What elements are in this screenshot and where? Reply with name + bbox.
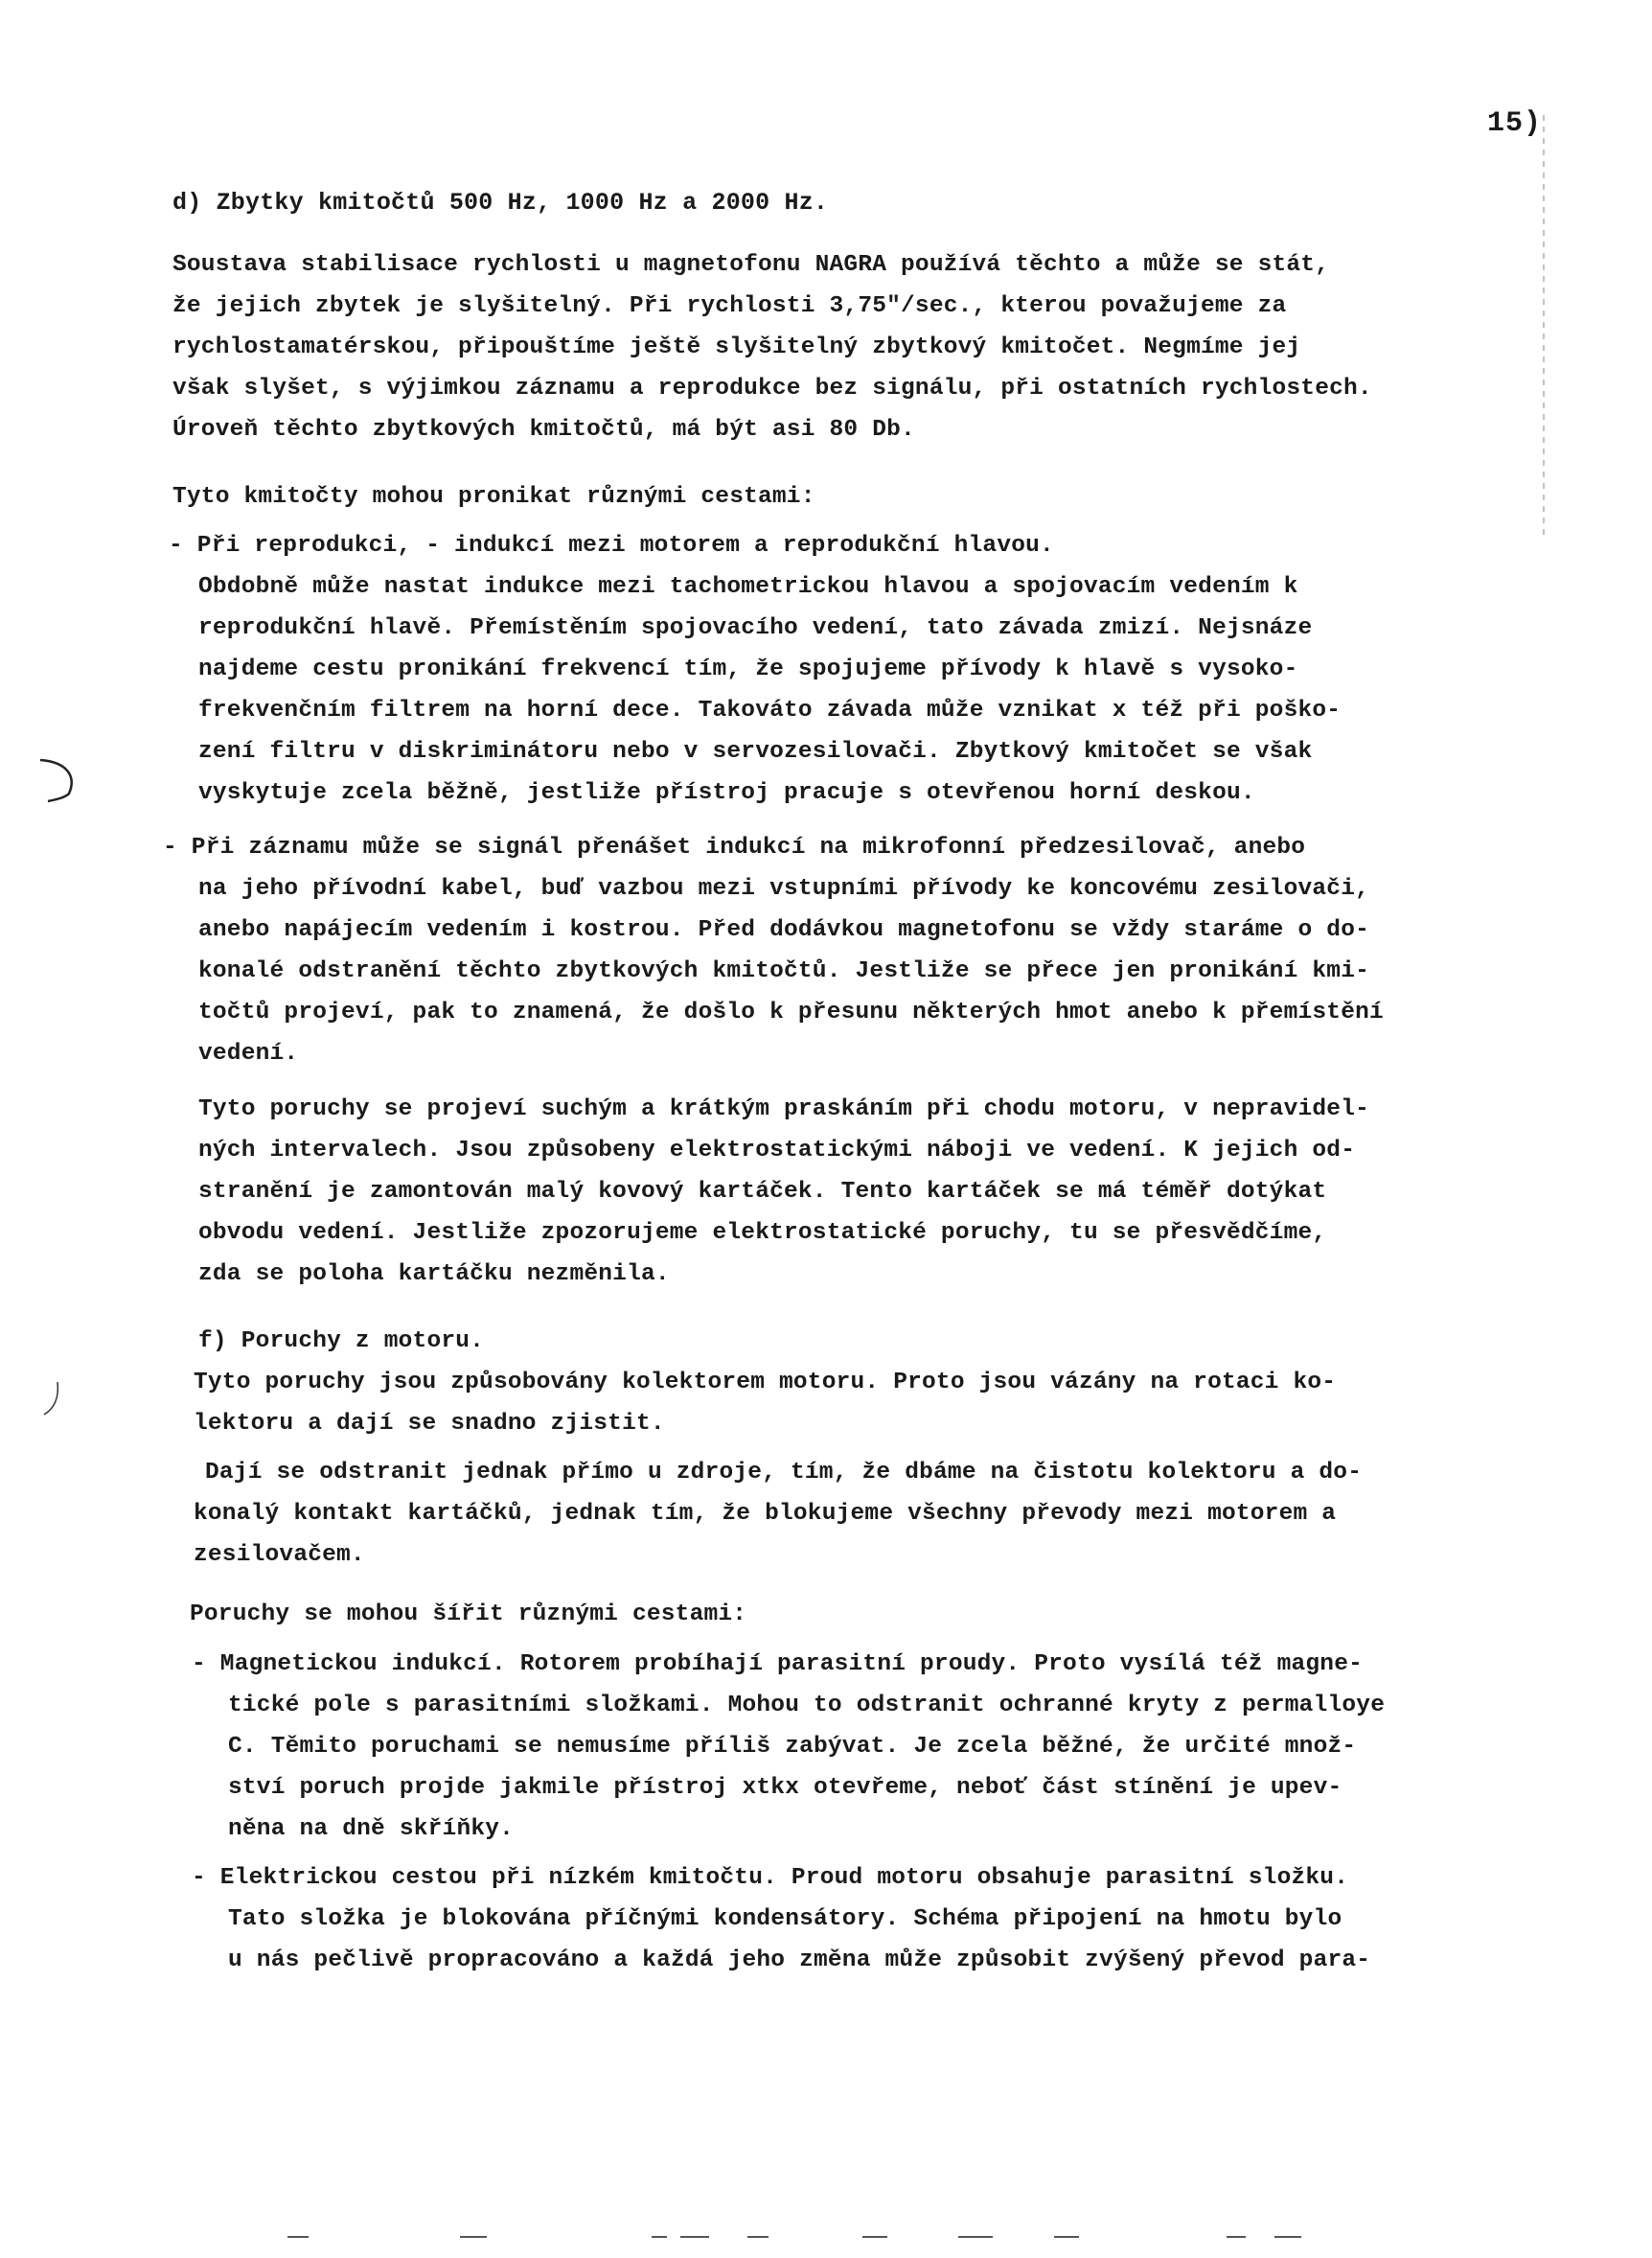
text-line: f) Poruchy z motoru. [198,1328,485,1354]
text-line: Soustava stabilisace rychlosti u magnetofonu NAGRA používá těchto a může se stát, [172,252,1330,278]
margin-curve-mark [38,1380,67,1418]
text-line: že jejich zbytek je slyšitelný. Při rychlosti 3,75"/sec., kterou považujeme za [172,293,1287,319]
text-line: zda se poloha kartáčku nezměnila. [198,1261,670,1287]
bottom-dash [287,2236,309,2238]
bottom-dash [958,2236,993,2238]
text-line: u nás pečlivě propracováno a každá jeho změna může způsobit zvýšený převod para- [228,1947,1371,1973]
text-line: rychlostamatérskou, připouštíme ještě slyšitelný zbytkový kmitočet. Negmíme jej [172,334,1301,360]
scan-edge-artifact [1543,115,1545,537]
text-line: reprodukční hlavě. Přemístěním spojovacího vedení, tato závada zmizí. Nejsnáze [198,615,1313,641]
bottom-dash [680,2236,709,2238]
text-line: však slyšet, s výjimkou záznamu a reprodukce bez signálu, při ostatních rychlostech. [172,376,1372,402]
text-line: točtů projeví, pak to znamená, že došlo k přesunu některých hmot anebo k přemístění [198,1000,1384,1025]
section-heading-d: d) Zbytky kmitočtů 500 Hz, 1000 Hz a 2000 Hz. [172,189,829,217]
text-line: vedení. [198,1041,299,1067]
text-line: stranění je zamontován malý kovový kartáček. Tento kartáček se má téměř dotýkat [198,1179,1327,1205]
text-line: Dají se odstranit jednak přímo u zdroje, tím, že dbáme na čistotu kolektoru a do- [205,1460,1363,1486]
text-line: - Elektrickou cestou při nízkém kmitočtu. Proud motoru obsahuje parasitní složku. [192,1865,1349,1891]
bottom-dash [1054,2236,1079,2238]
text-line: najdeme cestu pronikání frekvencí tím, že spojujeme přívody k hlavě s vysoko- [198,657,1298,682]
text-line: frekvenčním filtrem na horní dece. Takováto závada může vznikat x též při poško- [198,698,1342,724]
text-line: na jeho přívodní kabel, buď vazbou mezi vstupními přívody ke koncovému zesilovači, [198,876,1369,902]
text-line: Poruchy se mohou šířit různými cestami: [190,1601,747,1627]
bottom-dash [747,2236,769,2238]
text-line: vyskytuje zcela běžně, jestliže přístroj pracuje s otevřenou horní deskou. [198,780,1255,806]
text-line: - Při reprodukci, - indukcí mezi motorem a reprodukční hlavou. [169,533,1054,559]
text-line: C. Těmito poruchami se nemusíme příliš zabývat. Je zcela běžné, že určité množ- [228,1734,1357,1760]
text-line: tické pole s parasitními složkami. Mohou to odstranit ochranné kryty z permalloye [228,1693,1386,1718]
text-line: Tato složka je blokována příčnými kondensátory. Schéma připojení na hmotu bylo [228,1906,1342,1932]
bottom-dash [862,2236,887,2238]
bottom-dash [1227,2236,1246,2238]
text-line: - Magnetickou indukcí. Rotorem probíhají parasitní proudy. Proto vysílá též magne- [192,1651,1363,1677]
text-line: ství poruch projde jakmile přístroj xtkx otevřeme, neboť část stínění je upev- [228,1775,1342,1801]
text-line: lektoru a dají se snadno zjistit. [194,1411,665,1437]
text-line: ných intervalech. Jsou způsobeny elektrostatickými náboji ve vedení. K jejich od- [198,1138,1356,1164]
margin-bracket-mark [29,757,86,805]
text-line: konalý kontakt kartáčků, jednak tím, že blokujeme všechny převody mezi motorem a [194,1501,1337,1527]
page-number: 15) [1487,107,1543,140]
text-line: - Při záznamu může se signál přenášet indukcí na mikrofonní předzesilovač, anebo [163,835,1306,861]
text-line: konalé odstranění těchto zbytkových kmitočtů. Jestliže se přece jen pronikání kmi- [198,958,1369,984]
text-line: zesilovačem. [194,1542,365,1568]
bottom-dash [460,2236,487,2238]
text-line: obvodu vedení. Jestliže zpozorujeme elektrostatické poruchy, tu se přesvědčíme, [198,1220,1327,1246]
text-line: anebo napájecím vedením i kostrou. Před dodávkou magnetofonu se vždy staráme o do- [198,917,1369,943]
text-line: něna na dně skříňky. [228,1816,515,1842]
text-line: Tyto poruchy jsou způsobovány kolektorem motoru. Proto jsou vázány na rotaci ko- [194,1370,1337,1395]
bottom-dash [1274,2236,1301,2238]
text-line: Obdobně může nastat indukce mezi tachometrickou hlavou a spojovacím vedením k [198,574,1298,600]
text-line: Tyto kmitočty mohou pronikat různými cestami: [172,484,815,510]
text-line: Úroveň těchto zbytkových kmitočtů, má být asi 80 Db. [172,417,915,443]
text-line: Tyto poruchy se projeví suchým a krátkým praskáním při chodu motoru, v nepravidel- [198,1096,1369,1122]
text-line: zení filtru v diskriminátoru nebo v servozesilovači. Zbytkový kmitočet se však [198,739,1313,765]
bottom-dash [652,2236,667,2238]
